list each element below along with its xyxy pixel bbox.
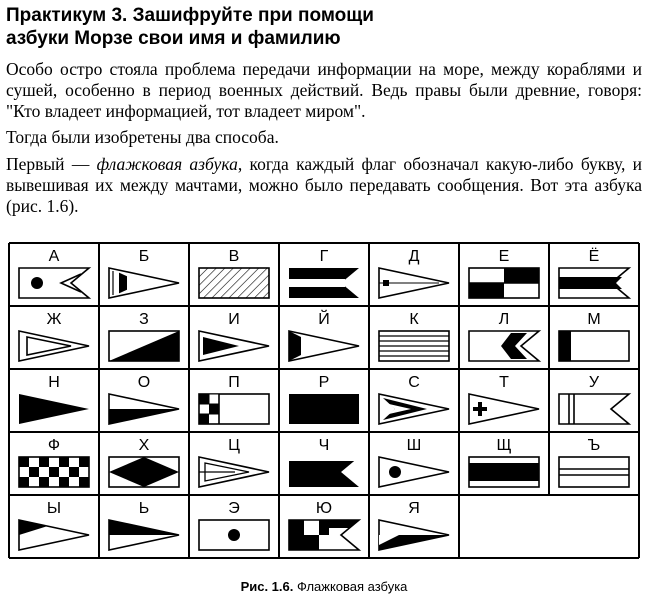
flag-letter: Т: [499, 374, 509, 391]
caption-text: Флажковая азбука: [293, 579, 408, 594]
hatched-rectangle-flag-icon: [199, 268, 269, 298]
flag-letter: П: [228, 374, 240, 391]
flag-letter: Й: [318, 311, 330, 328]
flag-letter: Э: [228, 500, 240, 517]
flag-letter: Ч: [318, 437, 330, 454]
caption-label: Рис. 1.6.: [240, 579, 294, 594]
flag-cell: [109, 500, 179, 550]
flag-cell: [379, 374, 449, 424]
flag-cell: [19, 374, 89, 424]
flag-cell: [289, 437, 359, 487]
flag-letter: Ю: [315, 500, 333, 517]
flag-letter: Б: [138, 248, 150, 265]
flag-letter: У: [588, 374, 600, 391]
pennant-cross-flag-icon: [469, 394, 539, 424]
paragraph-3-emphasis: флажковая азбука: [96, 154, 238, 174]
diagonal-half-black-flag-icon: [109, 331, 179, 361]
swallowtail-hoist-stripe-flag-icon: [559, 394, 629, 424]
flag-cell: [469, 374, 539, 424]
flag-alphabet-table: [8, 242, 640, 568]
solid-black-rectangle-flag-icon: [289, 394, 359, 424]
horizontal-stripes-flag-icon: [379, 331, 449, 361]
flag-cell: [469, 248, 539, 298]
title-line-2: азбуки Морзе свои имя и фамилию: [6, 28, 341, 49]
flag-cell: [379, 500, 449, 550]
swallowtail-white-dot-flag-icon: [19, 268, 89, 298]
pennant-double-outline-flag-icon: [199, 457, 269, 487]
page-title: [6, 4, 636, 50]
flag-cell: [109, 311, 179, 361]
flag-cell: [559, 311, 629, 361]
flag-cell: [559, 247, 629, 298]
flag-cell: [199, 248, 269, 298]
flag-letter: М: [587, 311, 601, 328]
flag-cell: [19, 311, 89, 361]
black-swallowtail-white-band-flag-icon: [289, 268, 359, 298]
quartered-checker-flag-icon: [469, 268, 539, 298]
flag-letter: Ц: [228, 437, 240, 454]
black-swallowtail-flag-icon: [289, 457, 359, 487]
pennant-black-chevron-flag-icon: [379, 394, 449, 424]
flag-letter: Х: [138, 437, 150, 454]
thin-band-rectangle-flag-icon: [559, 457, 629, 487]
pennant-small-triangle-flag-icon: [19, 520, 89, 550]
flag-letter: Ш: [406, 437, 422, 454]
paragraph-2: Тогда были изобретены два способа.: [6, 127, 279, 147]
flag-cell: [379, 437, 449, 487]
paragraph-3-start: Первый —: [6, 154, 97, 174]
paragraph-1: Особо остро стояла проблема передачи информации на море, между кораблями и сушей, особенно в период военных действий. Ведь правы были древние, говоря: "Кто владеет информацией, тот владеет миром".: [6, 59, 642, 121]
flag-cell: [379, 248, 449, 298]
flag-letter: Д: [408, 248, 420, 265]
flag-cell: [289, 309, 359, 361]
black-chevron-swallowtail-flag-icon: [469, 331, 539, 361]
flag-letter: Ь: [138, 500, 150, 517]
flag-letter: Ё: [588, 248, 600, 265]
flag-letter: И: [228, 311, 240, 328]
swallowtail-black-band-flag-icon: [559, 268, 629, 298]
pennant-black-stripe-flag-icon: [109, 268, 179, 298]
flag-cell: [19, 248, 89, 298]
flag-letter: Н: [48, 374, 60, 391]
flag-cell: [289, 248, 359, 298]
checkered-quarter-flag-icon: [199, 394, 269, 424]
flag-letter: З: [139, 311, 149, 328]
flag-letter: Щ: [496, 437, 512, 454]
flag-cell: [469, 437, 539, 487]
flag-cell: [109, 248, 179, 298]
flag-cell: [469, 311, 539, 361]
flag-letter: Р: [318, 374, 330, 391]
checkerboard-flag-icon: [19, 457, 89, 487]
flag-cell: [199, 437, 269, 487]
paragraph-3-end: , когда каждый флаг обозначал какую-либо букву, и вывешивая их между мачтами, можно было передавать сообщения. Вот эта азбука (рис. 1.6).: [6, 154, 642, 216]
flag-cell: [19, 500, 89, 550]
flag-letter: Г: [319, 248, 329, 265]
paragraph-3: [6, 154, 642, 217]
black-diamond-flag-icon: [109, 457, 179, 487]
flag-cell: [109, 437, 179, 487]
flag-letter: О: [137, 374, 151, 391]
flag-letter: В: [228, 248, 240, 265]
flag-letter: К: [409, 311, 419, 328]
black-pennant-flag-icon: [19, 394, 89, 424]
flag-cell: [559, 437, 629, 487]
rectangle-center-dot-flag-icon: [199, 520, 269, 550]
pennant-inner-triangle-flag-icon: [19, 331, 89, 361]
flag-letter: Ж: [46, 311, 62, 328]
flag-cell: [109, 374, 179, 424]
pennant-square-mark-flag-icon: [379, 268, 449, 298]
thick-black-band-flag-icon: [469, 457, 539, 487]
pennant-black-hoist-flag-icon: [289, 331, 359, 361]
black-hoist-rectangle-flag-icon: [559, 331, 629, 361]
figure-caption: [0, 579, 648, 594]
title-line-1: Практикум 3. Зашифруйте при помощи: [6, 5, 374, 26]
pennant-dot-flag-icon: [379, 457, 449, 487]
pennant-black-lower-triangle-flag-icon: [379, 520, 449, 550]
pennant-lower-black-half-flag-icon: [109, 394, 179, 424]
checker-swallowtail-flag-icon: [289, 520, 359, 550]
flag-letter: Ф: [47, 437, 61, 454]
flag-cell: [19, 437, 89, 487]
flag-cell: [289, 500, 359, 550]
flag-cell: [199, 500, 269, 550]
flag-cell: [289, 374, 359, 424]
flag-letter: Л: [498, 311, 510, 328]
flag-cell: [379, 311, 449, 361]
flag-cell: [559, 374, 629, 424]
flag-letter: Е: [498, 248, 510, 265]
flag-letter: А: [48, 248, 60, 265]
flag-cell: [199, 311, 269, 361]
flag-letter: Я: [408, 500, 420, 517]
flag-letter: Ъ: [587, 437, 601, 454]
flag-letter: Ы: [46, 500, 62, 517]
pennant-black-upper-half-flag-icon: [109, 520, 179, 550]
flag-letter: С: [408, 374, 420, 391]
flag-cell: [199, 374, 269, 424]
pennant-black-triangle-flag-icon: [199, 331, 269, 361]
